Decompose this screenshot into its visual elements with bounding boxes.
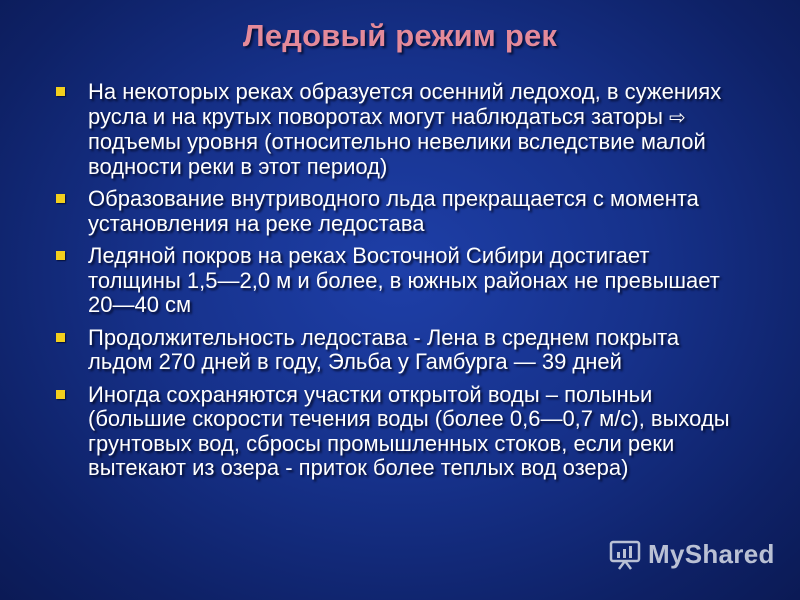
bullet-item-4 [54,326,744,375]
bullet-text: Ледяной покров на реках Восточной Сибири достигает толщины 1,5—2,0 м и более, в южных районах не превышает 20—40 см [88,243,720,317]
watermark [608,532,788,576]
bullet-text: Иногда сохраняются участки открытой воды – полыньи (большие скорости течения воды (более 0,6—0,7 м/с), выходы грунтовых вод, сбросы промышленных стоков, если реки вытекают из озера - приток более теплых вод озера) [88,381,730,480]
slide-title: Ледовый режим рек [242,18,558,53]
bullet-square-icon [56,251,65,260]
watermark-text: MyShared [648,538,775,569]
bullet-square-icon [56,333,65,342]
bullet-item-2 [54,187,744,236]
bullet-square-icon [56,390,65,399]
right-arrow-icon: ⇨ [669,106,686,129]
bullet-item-3 [54,244,744,318]
bullet-text: На некоторых реках образуется осенний ледоход, в сужениях русла и на крутых поворотах могут наблюдаться заторы [88,79,722,129]
presentation-board-icon [608,537,642,571]
bullet-item-1 [54,80,744,179]
bullet-text: Продолжительность ледостава - Лена в среднем покрыта льдом 270 дней в году, Эльба у Гамбурга — 39 дней [88,324,680,374]
bullet-square-icon [56,87,65,96]
bullet-list [54,80,744,489]
bullet-item-5 [54,383,744,481]
bullet-square-icon [56,194,65,203]
bullet-text: Образование внутриводного льда прекращается с момента установления на реке ледостава [88,186,699,236]
bullet-text: подъемы уровня (относительно невелики вследствие малой водности реки в этот период) [88,129,706,179]
